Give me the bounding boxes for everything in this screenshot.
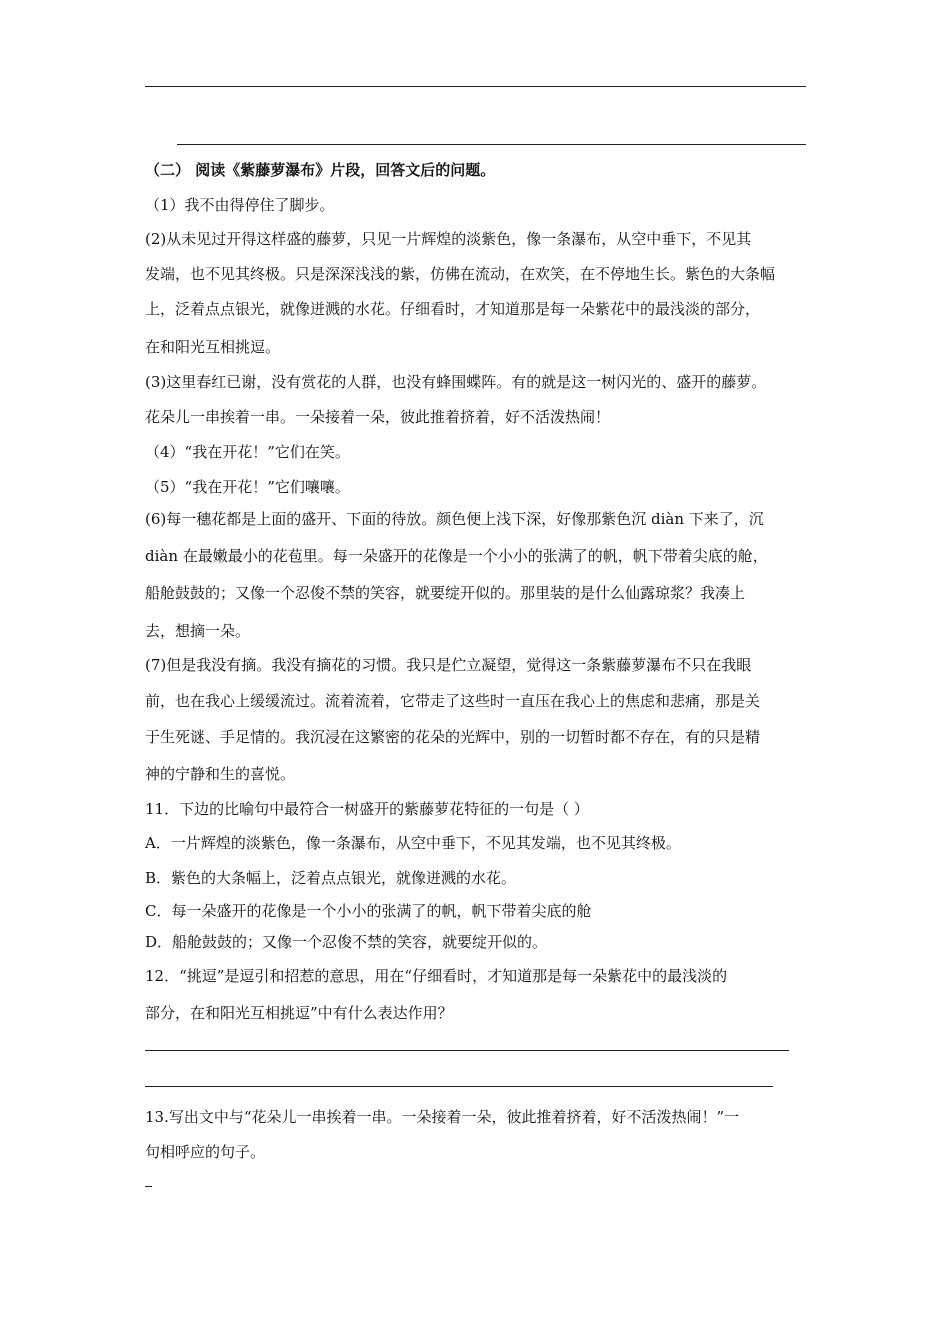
option-b: B．紫色的大条幅上，泛着点点银光，就像迸溅的水花。 bbox=[145, 869, 517, 887]
answer-line-top-2 bbox=[177, 144, 806, 145]
passage-line: (6)每一穗花都是上面的盛开、下面的待放。颜色便上浅下深，好像那紫色沉 diàn 下来了，沉 bbox=[145, 510, 764, 528]
passage-line: 花朵儿一串挨着一串。一朵接着一朵，彼此推着挤着，好不活泼热闹！ bbox=[145, 408, 611, 426]
passage-line: 发端，也不见其终极。只是深深浅浅的紫，仿佛在流动，在欢笑，在不停地生长。紫色的大条幅 bbox=[145, 265, 776, 283]
option-a: A．一片辉煌的淡紫色，像一条瀑布，从空中垂下，不见其发端，也不见其终极。 bbox=[145, 834, 681, 852]
passage-line: diàn 在最嫩最小的花苞里。每一朵盛开的花像是一个小小的张满了的帆，帆下带着尖底的舱， bbox=[145, 547, 768, 565]
answer-line-top-1 bbox=[145, 86, 806, 87]
passage-line: 神的宁静和生的喜悦。 bbox=[145, 765, 296, 783]
answer-line-q12-1[interactable] bbox=[145, 1050, 789, 1051]
passage-line: （1）我不由得停住了脚步。 bbox=[145, 196, 335, 214]
question-12-line-1: 12．“挑逗”是逗引和招惹的意思，用在“仔细看时，才知道那是每一朵紫花中的最浅淡的 bbox=[145, 967, 728, 985]
option-c: C．每一朵盛开的花像是一个小小的张满了的帆，帆下带着尖底的舱 bbox=[145, 902, 592, 920]
passage-line: 于生死谜、手足情的。我沉浸在这繁密的花朵的光辉中，别的一切暂时都不存在，有的只是精 bbox=[145, 728, 761, 746]
passage-line: (3)这里春红已谢，没有赏花的人群，也没有蜂围蝶阵。有的就是这一树闪光的、盛开的藤萝。 bbox=[145, 373, 767, 391]
answer-line-q12-2[interactable] bbox=[145, 1086, 773, 1087]
passage-line: 上，泛着点点银光，就像迸溅的水花。仔细看时，才知道那是每一朵紫花中的最浅淡的部分， bbox=[145, 300, 761, 318]
question-11: 11．下边的比喻句中最符合一树盛开的紫藤萝花特征的一句是（ ） bbox=[145, 800, 589, 818]
section-heading: （二） 阅读《紫藤萝瀑布》片段，回答文后的问题。 bbox=[145, 161, 496, 179]
option-d: D．船舱鼓鼓的；又像一个忍俊不禁的笑容，就要绽开似的。 bbox=[145, 933, 548, 951]
passage-line: 去，想摘一朵。 bbox=[145, 622, 251, 640]
question-12-line-2: 部分，在和阳光互相挑逗”中有什么表达作用？ bbox=[145, 1004, 453, 1022]
passage-line: (7)但是我没有摘。我没有摘花的习惯。我只是伫立凝望，觉得这一条紫藤萝瀑布不只在我眼 bbox=[145, 656, 752, 674]
passage-line: 前，也在我心上缓缓流过。流着流着，它带走了这些时一直压在我心上的焦虑和悲痛，那是关 bbox=[145, 692, 761, 710]
passage-line: （4）“我在开花！”它们在笑。 bbox=[145, 443, 350, 461]
passage-line: 船舱鼓鼓的；又像一个忍俊不禁的笑容，就要绽开似的。那里装的是什么仙露琼浆？我凑上 bbox=[145, 584, 746, 602]
answer-line-q13-stub[interactable] bbox=[145, 1186, 152, 1187]
passage-line: （5）“我在开花！”它们嚷嚷。 bbox=[145, 478, 350, 496]
question-13-line-1: 13.写出文中与“花朵儿一串挨着一串。一朵接着一朵，彼此推着挤着，好不活泼热闹！”一 bbox=[145, 1108, 740, 1126]
question-13-line-2: 句相呼应的句子。 bbox=[145, 1143, 266, 1161]
passage-line: (2)从未见过开得这样盛的藤萝，只见一片辉煌的淡紫色，像一条瀑布，从空中垂下，不见其 bbox=[145, 230, 752, 248]
passage-line: 在和阳光互相挑逗。 bbox=[145, 338, 281, 356]
